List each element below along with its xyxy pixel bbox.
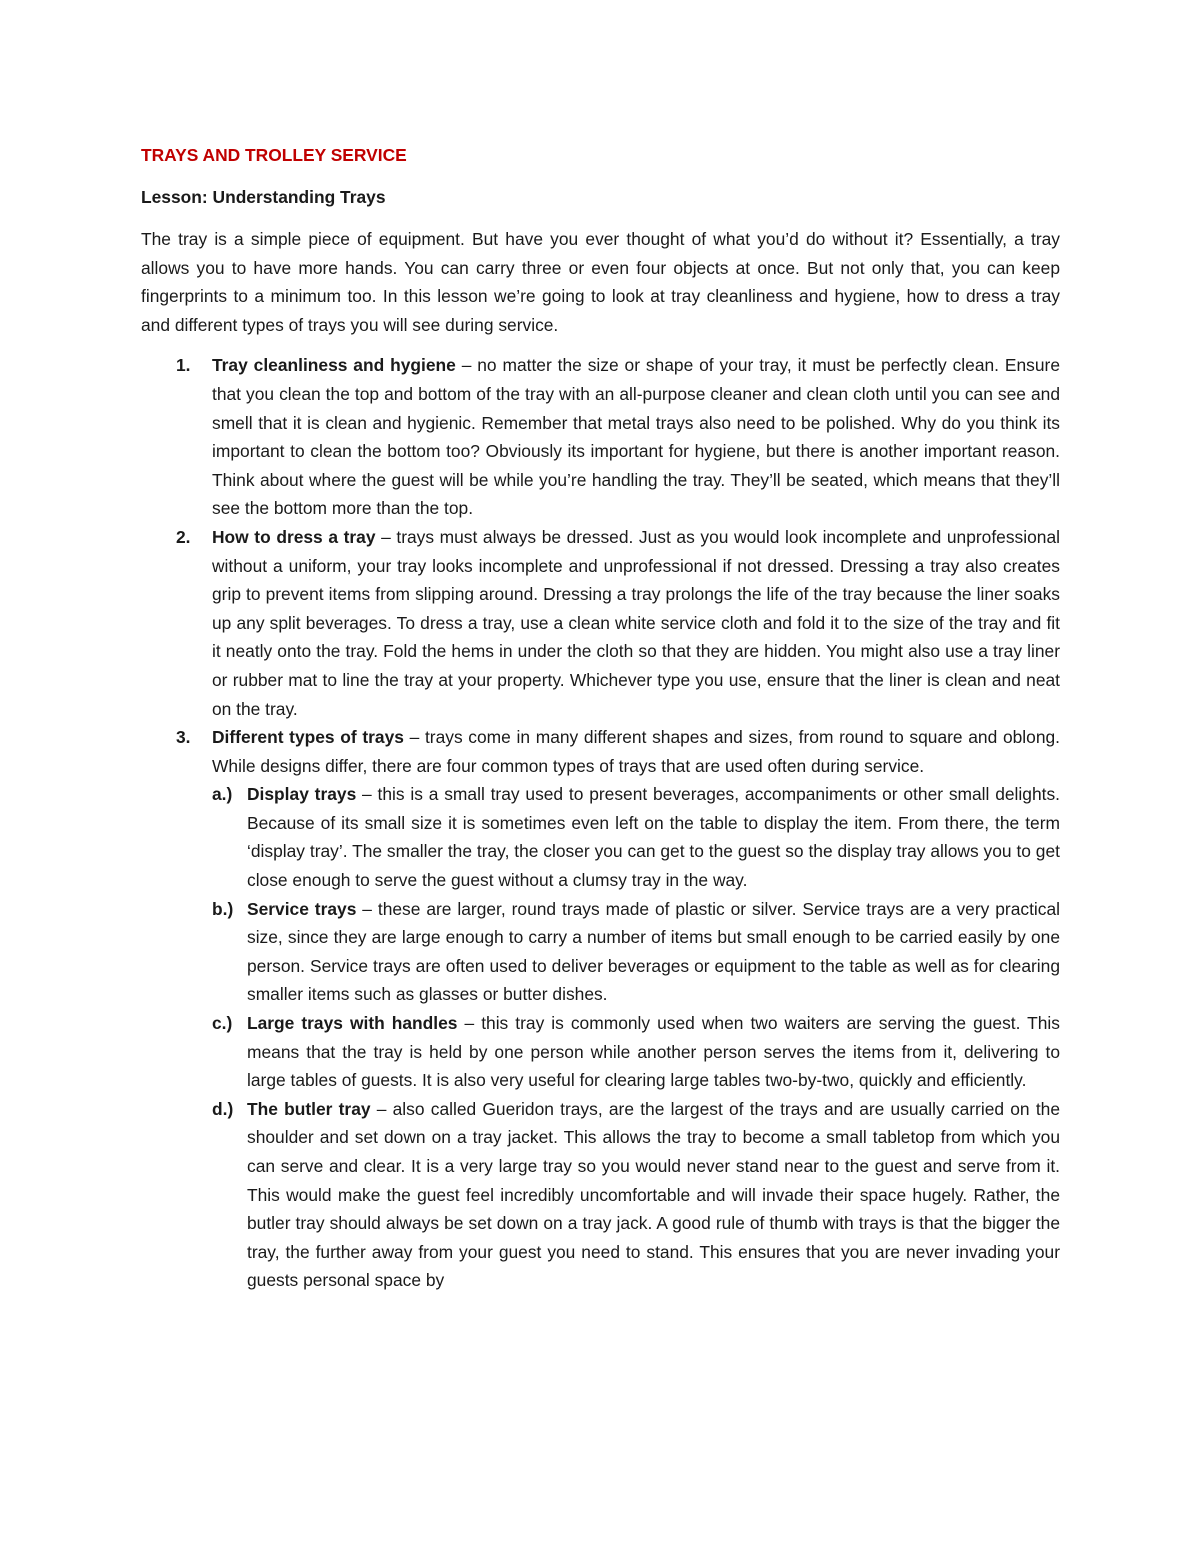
document-title: TRAYS AND TROLLEY SERVICE	[141, 145, 407, 165]
sub-list-item-body: – this tray is commonly used when two waiters are serving the guest. This means that the tray is held by one person while another person serves the items from it, delivering to large tables of guests. It is also very useful for clearing large tables two-by-two, quickly and efficiently.	[247, 1013, 1060, 1091]
sub-list-marker: a.)	[212, 784, 233, 805]
sub-list-item-body: – this is a small tray used to present beverages, accompaniments or other small delights. Because of its small size it is sometimes even left on the table to display the item. From there, the term ‘display tray’. The smaller the tray, the closer you can get to the guest so the display tray allows you to get close enough to serve the guest without a clumsy tray in the way.	[247, 784, 1060, 891]
sub-list-item-text	[247, 895, 1060, 1009]
list-item-text	[212, 351, 1060, 523]
sub-list-marker: c.)	[212, 1013, 233, 1034]
sub-list-item-heading: Service trays	[247, 898, 357, 919]
list-item-body: – trays must always be dressed. Just as you would look incomplete and unprofessional without a uniform, your tray looks incomplete and unprofessional if not dressed. Dressing a tray also creates grip to prevent items from slipping around. Dressing a tray prolongs the life of the tray because the liner soaks up any split beverages. To dress a tray, use a clean white service cloth and fold it to the size of the tray and fit it neatly onto the tray. Fold the hems in under the cloth so that they are hidden. You might also use a tray liner or rubber mat to line the tray at your property. Whichever type you use, ensure that the liner is clean and neat on the tray.	[212, 526, 1060, 719]
sub-list-item-c	[141, 1009, 1060, 1095]
sub-list-marker: b.)	[212, 898, 234, 919]
sub-list-item-body: – also called Gueridon trays, are the largest of the trays and are usually carried on the shoulder and set down on a tray jacket. This allows the tray to become a small tabletop from which you can serve and clear. It is a very large tray so you would never stand near to the guest and serve from it. This would make the guest feel incredibly uncomfortable and will invade their space hugely. Rather, the butler tray should always be set down on a tray jack. A good rule of thumb with trays is that the bigger the tray, the further away from your guest you need to stand. This ensures that you are never invading your guests personal space by	[247, 1098, 1060, 1291]
sub-list-marker: d.)	[212, 1098, 234, 1119]
list-item-body: – no matter the size or shape of your tray, it must be perfectly clean. Ensure that you clean the top and bottom of the tray with an all-purpose cleaner and clean cloth until you can see and smell that it is clean and hygienic. Remember that metal trays also need to be polished. Why do you think its important to clean the bottom too? Obviously its important for hygiene, but there is another important reason. Think about where the guest will be while you’re handling the tray. They’ll be seated, which means that they’ll see the bottom more than the top.	[212, 355, 1060, 519]
list-item-heading: Different types of trays	[212, 727, 404, 748]
list-item-body: – trays come in many different shapes and sizes, from round to square and oblong. While designs differ, there are four common types of trays that are used often during service.	[212, 727, 1060, 776]
sub-list-item-heading: Large trays with handles	[247, 1013, 458, 1034]
list-marker: 2.	[176, 526, 191, 547]
list-marker: 1.	[176, 355, 191, 376]
lesson-heading: Lesson: Understanding Trays	[141, 187, 386, 207]
list-item-2	[141, 523, 1060, 723]
list-item-text	[212, 523, 1060, 723]
sub-list-item-heading: Display trays	[247, 784, 357, 805]
list-item-1	[141, 351, 1060, 523]
list-item-heading: How to dress a tray	[212, 526, 376, 547]
sub-list-item-text	[247, 780, 1060, 894]
sub-list-item-b	[141, 895, 1060, 1009]
document-page	[141, 141, 1060, 1295]
sub-list-item-heading: The butler tray	[247, 1098, 371, 1119]
sub-list-item-body: – these are larger, round trays made of plastic or silver. Service trays are a very practical size, since they are large enough to carry a number of items but small enough to be carried easily by one person. Service trays are often used to deliver beverages or equipment to the table as well as for clearing smaller items such as glasses or butter dishes.	[247, 898, 1060, 1005]
list-item-3	[141, 723, 1060, 780]
sub-list-item-d	[141, 1095, 1060, 1295]
sub-list-item-text	[247, 1009, 1060, 1095]
list-item-heading: Tray cleanliness and hygiene	[212, 355, 456, 376]
list-item-text	[212, 723, 1060, 780]
list-marker: 3.	[176, 727, 191, 748]
intro-paragraph: The tray is a simple piece of equipment. But have you ever thought of what you’d do without it? Essentially, a tray allows you to have more hands. You can carry three or even four objects at once. But not only that, you can keep fingerprints to a minimum too. In this lesson we’re going to look at tray cleanliness and hygiene, how to dress a tray and different types of trays you will see during service.	[141, 229, 1060, 335]
sub-list-item-a	[141, 780, 1060, 894]
sub-list-item-text	[247, 1095, 1060, 1295]
